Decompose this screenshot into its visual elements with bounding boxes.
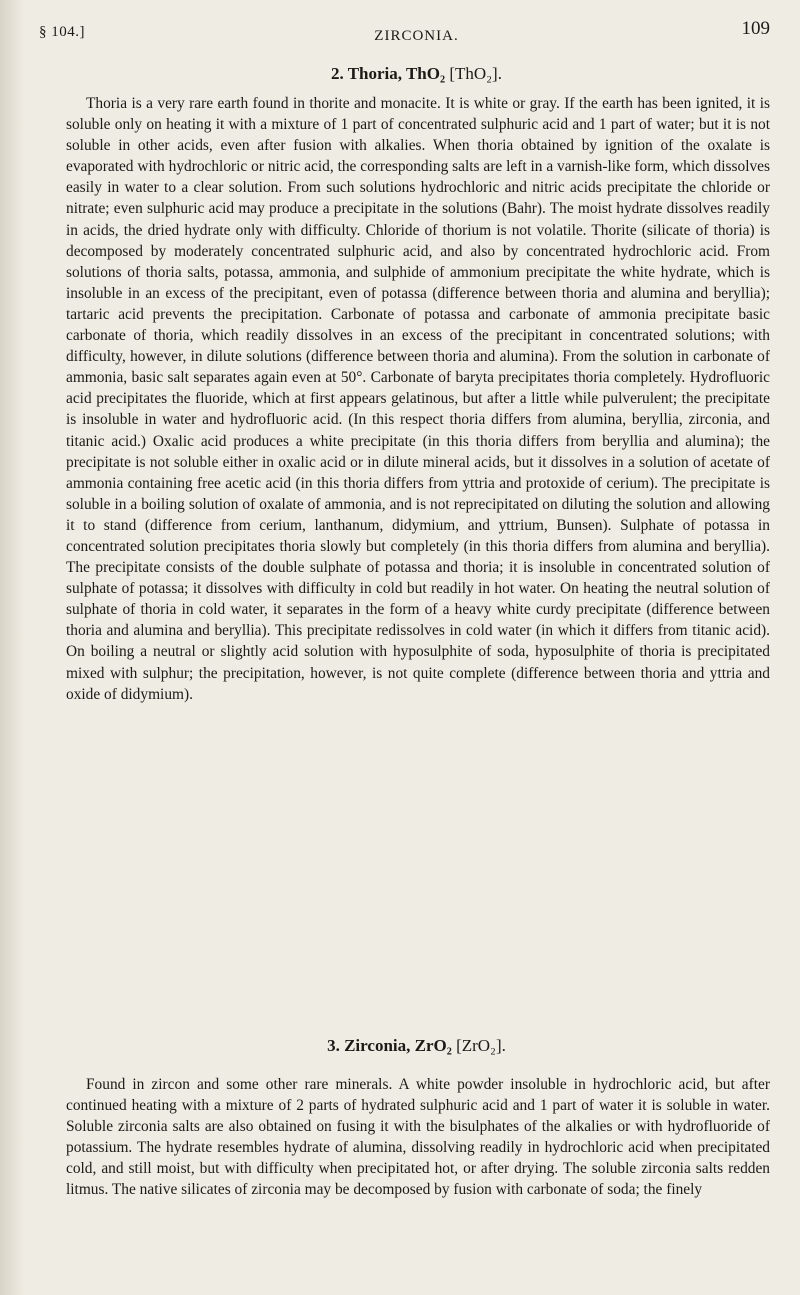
section-heading-thoria-formula: [ThO₂]. bbox=[449, 64, 502, 83]
zirconia-paragraph: Found in zircon and some other rare minerals. A white powder insoluble in hydrochloric acid, but after continued heating with a mixture of 2 parts of hydrated sulphuric acid and 1 part of water it is soluble in water. Soluble zirconia salts are also obtained on fusing it with the bisulphates of the alkalies or with hydrofluoride of potassium. The hydrate resembles hydrate of alumina, dissolving readily in hydrochloric acid when precipitated cold, and still moist, but with difficulty when precipitated hot, or after drying. The soluble zirconia salts redden litmus. The native silicates of zirconia may be decomposed by fusion with carbonate of soda; the finely bbox=[66, 1076, 770, 1199]
page-binding-shadow bbox=[0, 0, 24, 1295]
page-number: 109 bbox=[741, 18, 770, 39]
section-heading-thoria bbox=[63, 64, 770, 84]
section-heading-zirconia-formula: [ZrO₂]. bbox=[456, 1036, 506, 1055]
section-heading-thoria-title: 2. Thoria, ThO₂ bbox=[331, 64, 446, 83]
section-heading-zirconia-title: 3. Zirconia, ZrO₂ bbox=[327, 1036, 452, 1055]
running-head bbox=[39, 18, 770, 44]
section-marker: § 104.] bbox=[39, 24, 85, 40]
thoria-paragraph: Thoria is a very rare earth found in thorite and monacite. It is white or gray. If the earth has been ignited, it is soluble only on heating it with a mixture of 1 part of concentrated sulphuric acid and 1 part of water; but it is not soluble in other acids, even after fusion with alkalies. When thoria obtained by ignition of the oxalate is evaporated with hydrochloric or nitric acid, the corresponding salts are left in a varnish-like form, which dissolves easily in water to a clear solution. From such solutions hydrochloric and nitric acids precipitate the chloride or nitrate; even sulphuric acid may produce a precipitate in the solutions (Bahr). The moist hydrate dissolves readily in acids, the dried hydrate only with difficulty. Chloride of thorium is not volatile. Thorite (silicate of thoria) is decomposed by moderately concentrated sulphuric acid, and also by concentrated hydrochloric acid. From solutions of thoria salts, potassa, ammonia, and sulphide of ammonium precipitate the white hydrate, which is insoluble in an excess of the precipitant, even of potassa (difference between thoria and alumina and beryllia); tartaric acid prevents the precipitation. Carbonate of potassa and carbonate of ammonia precipitate basic carbonate of thoria, which readily dissolves in an excess of the precipitant in concentrated solutions; with difficulty, however, in dilute solutions (difference between thoria and alumina). From the solution in carbonate of ammonia, basic salt separates again even at 50°. Carbonate of baryta precipitates thoria completely. Hydrofluoric acid precipitates the fluoride, which at first appears gelatinous, but after a little while pulverulent; the precipitate is insoluble in water and hydrofluoric acid. (In this respect thoria differs from alumina, beryllia, zirconia, and titanic acid.) Oxalic acid produces a white precipitate (in this thoria differs from beryllia and alumina); the precipitate is not soluble either in oxalic acid or in dilute mineral acids, but it dissolves in a solution of acetate of ammonia containing free acetic acid (in this thoria differs from yttria and protoxide of cerium). The precipitate is soluble in a boiling solution of oxalate of ammonia, and is not reprecipitated on diluting the solution and allowing it to stand (difference from cerium, lanthanum, didymium, and yttrium, Bunsen). Sulphate of potassa in concentrated solution precipitates thoria slowly but completely (in this thoria differs from alumina and beryllia). The precipitate consists of the double sulphate of potassa and thoria; it is insoluble in concentrated solution of sulphate of potassa; it dissolves with difficulty in cold but readily in hot water. On heating the neutral solution of sulphate of thoria in cold water, it separates in the form of a heavy white curdy precipitate (difference between thoria and alumina and beryllia). This precipitate redissolves in cold water (in which it differs from titanic acid). On boiling a neutral or slightly acid solution with hyposulphite of soda, hyposulphite of thoria is precipitated mixed with sulphur; the precipitation, however, is not quite complete (difference between thoria and yttria and oxide of didymium). bbox=[66, 95, 770, 703]
section-heading-zirconia bbox=[63, 1036, 770, 1056]
running-title: ZIRCONIA. bbox=[374, 28, 459, 44]
